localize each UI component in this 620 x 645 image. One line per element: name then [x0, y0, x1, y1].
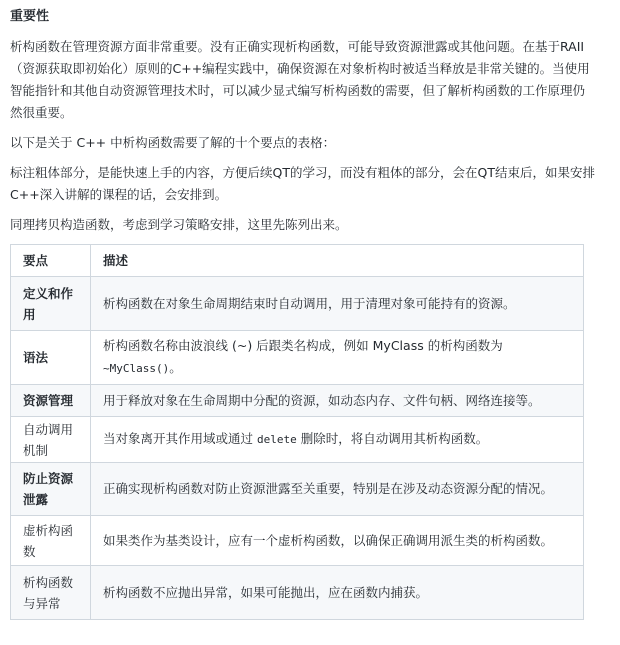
table-row: [11, 417, 584, 463]
table-row: [11, 277, 584, 331]
table-row: [11, 566, 584, 620]
intro-paragraph: 析构函数在管理资源方面非常重要。没有正确实现析构函数，可能导致资源泄露或其他问题。在基于RAII（资源获取即初始化）原则的C++编程实践中，确保资源在对象析构时被适当释放是非常关键的。当使用智能指针和其他自动资源管理技术时，可以减少显式编写析构函数的需要，但了解析构函数的工作原理仍然很重要。: [10, 39, 590, 120]
row-desc-text: 删除时，将自动调用其析构函数。: [296, 431, 489, 446]
table-row: [11, 385, 584, 417]
table-header-row: [11, 245, 584, 277]
table-row: [11, 463, 584, 516]
bold-note-paragraph: 标注粗体部分，是能快速上手的内容，方便后续QT的学习，而没有粗体的部分，会在QT结束后，如果安排C++深入讲解的课程的话，会安排到。: [10, 165, 595, 202]
row-desc: 析构函数在对象生命周期结束时自动调用，用于清理对象可能持有的资源。: [91, 277, 584, 331]
row-key: 防止资源泄露: [11, 463, 91, 516]
copy-ctor-note-paragraph: 同理拷贝构造函数，考虑到学习策略安排，这里先陈列出来。: [10, 217, 348, 232]
row-desc: 如果类作为基类设计，应有一个虚析构函数，以确保正确调用派生类的析构函数。: [91, 516, 584, 566]
row-key: 语法: [11, 331, 91, 385]
row-desc-text: 。: [169, 360, 182, 375]
row-key: 析构函数与异常: [11, 566, 91, 620]
row-key: 虚析构函数: [11, 516, 91, 566]
row-desc: [91, 331, 584, 385]
table-row: [11, 516, 584, 566]
table-intro-paragraph: 以下是关于 C++ 中析构函数需要了解的十个要点的表格：: [10, 135, 336, 150]
row-key: 自动调用机制: [11, 417, 91, 463]
row-desc-text: 析构函数名称由波浪线 (~) 后跟类名构成，例如 MyClass 的析构函数为: [103, 338, 503, 353]
header-key: 要点: [11, 245, 91, 277]
row-desc-text: 当对象离开其作用域或通过: [103, 431, 257, 446]
row-desc: 正确实现析构函数对防止资源泄露至关重要，特别是在涉及动态资源分配的情况。: [91, 463, 584, 516]
header-desc: 描述: [91, 245, 584, 277]
inline-code: delete: [256, 433, 297, 446]
row-desc: 用于释放对象在生命周期中分配的资源，如动态内存、文件句柄、网络连接等。: [91, 385, 584, 417]
table-row: [11, 331, 584, 385]
row-key: 定义和作用: [11, 277, 91, 331]
row-key: 资源管理: [11, 385, 91, 417]
inline-code: ~MyClass(): [103, 362, 170, 375]
key-points-table: [10, 244, 584, 620]
row-desc: [91, 417, 584, 463]
section-heading: 重要性: [10, 9, 50, 24]
row-desc: 析构函数不应抛出异常，如果可能抛出，应在函数内捕获。: [91, 566, 584, 620]
